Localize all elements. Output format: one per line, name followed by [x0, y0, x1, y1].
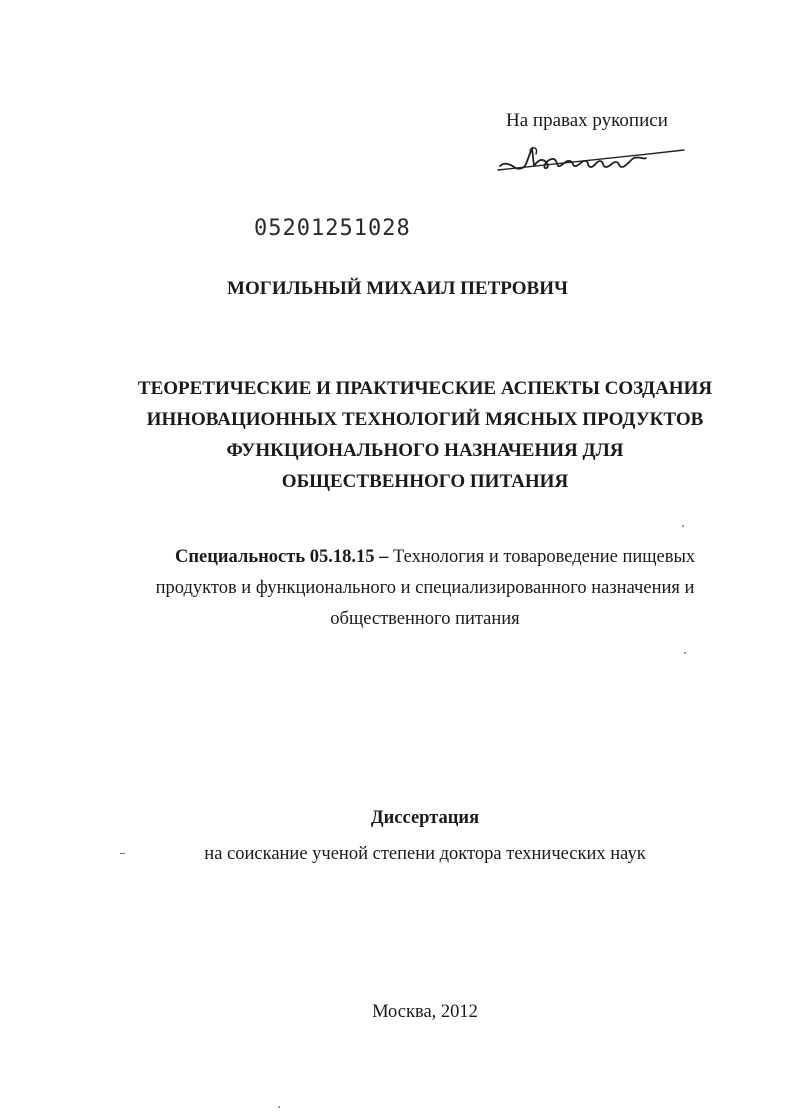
archive-code: 05201251028: [254, 216, 411, 241]
specialty-line-2: продуктов и функционального и специализированного назначения и: [155, 578, 695, 598]
title-line: ОБЩЕСТВЕННОГО ПИТАНИЯ: [281, 471, 569, 492]
specialty-dash: –: [374, 547, 393, 567]
title-line: ФУНКЦИОНАЛЬНОГО НАЗНАЧЕНИЯ ДЛЯ: [226, 440, 624, 461]
handwritten-signature: [494, 136, 694, 186]
scan-speck: [682, 525, 684, 527]
place-year: Москва, 2012: [372, 1002, 478, 1022]
work-type: Диссертация: [370, 808, 480, 828]
specialty-text: Технология и товароведение пищевых: [393, 547, 696, 567]
rights-notice: На правах рукописи: [506, 110, 668, 131]
title-line: ТЕОРЕТИЧЕСКИЕ И ПРАКТИЧЕСКИЕ АСПЕКТЫ СОЗДАНИЯ: [137, 378, 713, 399]
scan-speck: [278, 1106, 280, 1108]
author-name: МОГИЛЬНЫЙ МИХАИЛ ПЕТРОВИЧ: [227, 278, 568, 299]
title-line: ИННОВАЦИОННЫХ ТЕХНОЛОГИЙ МЯСНЫХ ПРОДУКТОВ: [146, 409, 704, 430]
dissertation-title: [0, 373, 795, 497]
degree-statement: на соискание ученой степени доктора технических наук: [204, 844, 646, 864]
specialty-label: Специальность 05.18.15: [175, 547, 375, 567]
specialty-block: [0, 542, 795, 635]
specialty-line-3: общественного питания: [330, 609, 520, 629]
scan-speck: [684, 652, 686, 654]
scan-speck: [120, 853, 125, 854]
specialty-line-1: [0, 542, 795, 573]
